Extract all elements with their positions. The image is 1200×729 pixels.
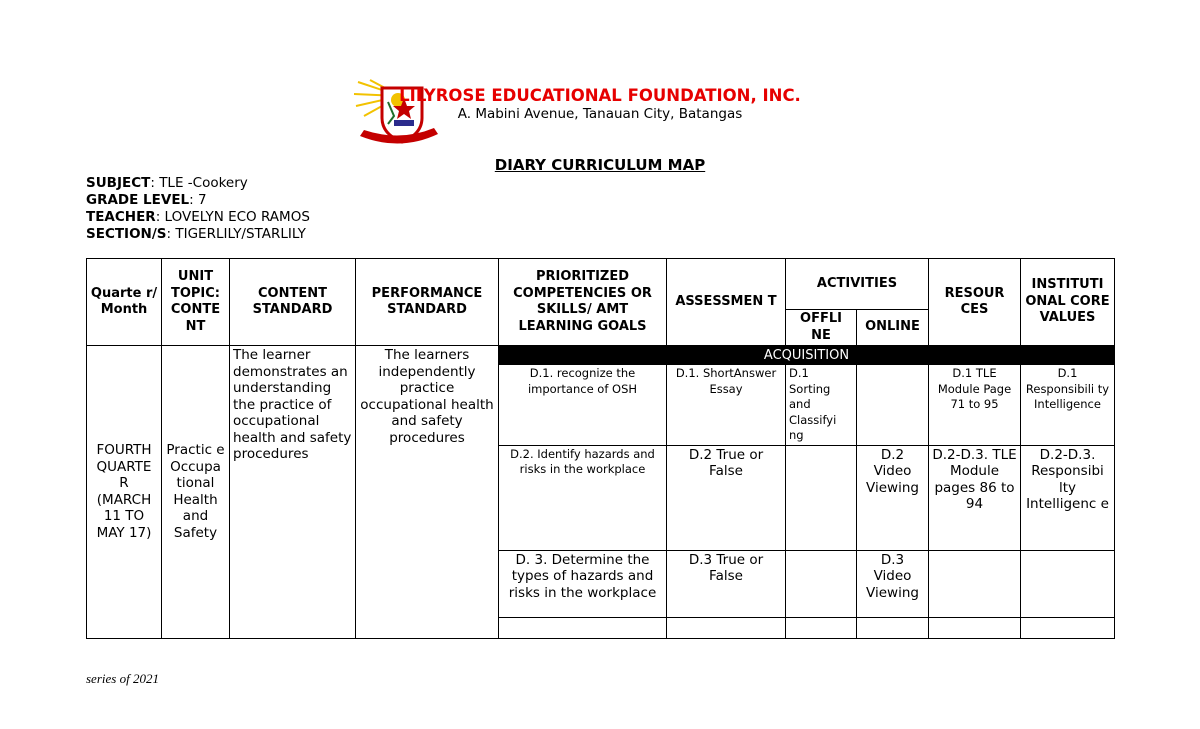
assessment-d1: D.1. ShortAnswer Essay xyxy=(667,365,786,446)
empty-cell xyxy=(1021,617,1115,638)
competency-d1: D.1. recognize the importance of OSH xyxy=(499,365,667,446)
header-content-standard: CONTENT STANDARD xyxy=(230,259,356,346)
performance-standard-cell: The learners independently practice occupational health and safety procedures xyxy=(356,346,499,639)
header-online: ONLINE xyxy=(857,310,929,346)
acquisition-banner: ACQUISITION xyxy=(499,346,1115,365)
assessment-d3: D.3 True or False xyxy=(667,550,786,617)
empty-cell xyxy=(857,617,929,638)
grade-line: GRADE LEVEL: 7 xyxy=(86,192,207,208)
competency-d3: D. 3. Determine the types of hazards and risks in the workplace xyxy=(499,550,667,617)
empty-cell xyxy=(786,617,857,638)
competency-d2: D.2. Identify hazards and risks in the workplace xyxy=(499,445,667,550)
resources-d2: D.2-D.3. TLE Module pages 86 to 94 xyxy=(929,445,1021,550)
empty-cell xyxy=(667,617,786,638)
resources-d3 xyxy=(929,550,1021,617)
header-performance-standard: PERFORMANCE STANDARD xyxy=(356,259,499,346)
values-d1: D.1 Responsibili ty Intelligence xyxy=(1021,365,1115,446)
header-offline: OFFLI NE xyxy=(786,310,857,346)
unit-topic-cell: Practic e Occupa tional Health and Safety xyxy=(162,346,230,639)
assessment-d2: D.2 True or False xyxy=(667,445,786,550)
online-d3: D.3 Video Viewing xyxy=(857,550,929,617)
offline-d1: D.1 Sorting and Classifyi ng xyxy=(786,365,857,446)
empty-cell xyxy=(499,617,667,638)
offline-d2 xyxy=(786,445,857,550)
values-d2: D.2-D.3. Responsibi lty Intelligenc e xyxy=(1021,445,1115,550)
quarter-cell: FOURTH QUARTE R (MARCH 11 TO MAY 17) xyxy=(87,346,162,639)
footer-note: series of 2021 xyxy=(86,671,159,686)
document-meta xyxy=(86,175,310,243)
header-unit-topic: UNIT TOPIC: CONTE NT xyxy=(162,259,230,346)
offline-d3 xyxy=(786,550,857,617)
header-activities: ACTIVITIES xyxy=(786,259,929,310)
teacher-line: TEACHER: LOVELYN ECO RAMOS xyxy=(86,209,310,225)
school-address: A. Mabini Avenue, Tanauan City, Batangas xyxy=(457,106,743,122)
subject-line: SUBJECT: TLE -Cookery xyxy=(86,175,248,191)
header-competencies: PRIORITIZED COMPETENCIES OR SKILLS/ AMT LEARNING GOALS xyxy=(499,259,667,346)
section-line: SECTION/S: TIGERLILY/STARLILY xyxy=(86,226,306,242)
resources-d1: D.1 TLE Module Page 71 to 95 xyxy=(929,365,1021,446)
school-name: LILYROSE EDUCATIONAL FOUNDATION, INC. xyxy=(399,86,801,105)
online-d2: D.2 Video Viewing xyxy=(857,445,929,550)
header-quarter: Quarte r/ Month xyxy=(87,259,162,346)
curriculum-map-table xyxy=(86,258,1115,639)
content-standard-cell: The learner demonstrates an understanding the practice of occupational health and safety procedures xyxy=(230,346,356,639)
header-resources: RESOUR CES xyxy=(929,259,1021,346)
document-title: DIARY CURRICULUM MAP xyxy=(494,156,706,174)
header-assessment: ASSESSMEN T xyxy=(667,259,786,346)
values-d3 xyxy=(1021,550,1115,617)
online-d1 xyxy=(857,365,929,446)
empty-cell xyxy=(929,617,1021,638)
header-core-values: INSTITUTI ONAL CORE VALUES xyxy=(1021,259,1115,346)
